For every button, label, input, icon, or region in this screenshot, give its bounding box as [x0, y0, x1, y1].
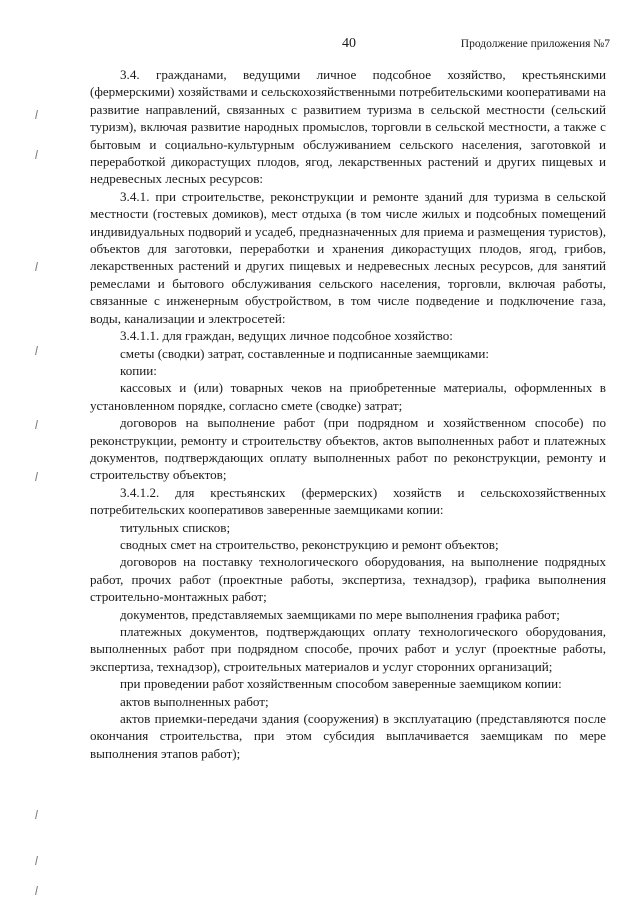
paragraph-work-acts: актов выполненных работ;: [120, 693, 269, 709]
page-number: 40: [342, 36, 356, 51]
scan-margin-mark: [35, 110, 40, 119]
paragraph-estimates: сметы (сводки) затрат, составленные и подписанные заемщиками:: [120, 345, 489, 361]
paragraph-3-4-1-2: 3.4.1.2. для крестьянских (фермерских) хозяйств и сельскохозяйственных потребительских кооперативов заверенные заемщиками копии:: [90, 484, 606, 518]
document-body: [90, 66, 606, 762]
scan-margin-mark: [35, 856, 40, 865]
scan-margin-mark: [35, 346, 40, 355]
scan-margin-mark: [35, 262, 40, 271]
paragraph-3-4-1: 3.4.1. при строительстве, реконструкции и ремонте зданий для туризма в сельской местности (гостевых домиков), мест отдыха (в том числе жилых и подсобных помещений индивидуальных подворий и усадеб, предназначенных для приема и размещения туристов), объектов для заготовки, переработки и хранения дикорастущих плодов, ягод, грибов, лекарственных растений и других пищевых и недревесных лесных ресурсов, для занятий ремеслами и бытового обслуживания сельского населения, торговли, включая работы, связанные с инженерным обустройством, в том числе подведение и подключение газа, воды, канализации и электросетей:: [90, 188, 606, 326]
paragraph-economic-method: при проведении работ хозяйственным способом заверенные заемщиком копии:: [120, 676, 562, 692]
paragraph-schedule-documents: документов, представляемых заемщиками по мере выполнения графика работ;: [120, 606, 560, 622]
paragraph-title-lists: титульных списков;: [120, 519, 231, 535]
paragraph-receipts: кассовых и (или) товарных чеков на приобретенные материалы, оформленных в установленном порядке, согласно смете (сводке) затрат;: [90, 380, 606, 413]
paragraph-3-4: 3.4. гражданами, ведущими личное подсобное хозяйство, крестьянскими (фермерскими) хозяйствами и сельскохозяйственными потребительскими кооперативами на развитие направлений, связанных с развитием туризма в сельской местности (сельский туризм), включая развитие народных промыслов, торговли в сельской местности, а также с бытовым и социально-культурным обслуживанием сельского населения, заготовкой и переработкой дикорастущих плодов, ягод, лекарственных растений и других пищевых и недревесных лесных ресурсов:: [90, 67, 606, 187]
scan-margin-mark: [35, 886, 40, 895]
paragraph-contracts: договоров на выполнение работ (при подрядном и хозяйственном способе) по реконструкции, ремонту и строительству объектов, актов выполненных работ и платежных документов, подтверждающих оплату выполненных работ по реконструкции, ремонту и строительству объектов;: [90, 415, 606, 483]
scan-margin-mark: [35, 420, 40, 429]
paragraph-copies: копии:: [120, 362, 157, 378]
paragraph-supply-contracts: договоров на поставку технологического оборудования, на выполнение подрядных работ, прочих работ (проектные работы, экспертиза, технадзор), графика выполнения строительно-монтажных работ;: [90, 554, 606, 605]
paragraph-3-4-1-1: 3.4.1.1. для граждан, ведущих личное подсобное хозяйство:: [120, 328, 453, 344]
scan-margin-mark: [35, 810, 40, 819]
paragraph-acceptance-acts: актов приемки-передачи здания (сооружения) в эксплуатацию (представляются после окончания строительства, при этом субсидия выплачивается заемщикам по мере выполнения этапов работ);: [90, 711, 606, 761]
scan-margin-mark: [35, 472, 40, 481]
paragraph-summary-estimates: сводных смет на строительство, реконструкцию и ремонт объектов;: [120, 536, 499, 552]
paragraph-payment-documents: платежных документов, подтверждающих оплату технологического оборудования, выполненных работ при подрядном способе, прочих работ и услуг (проектные работы, экспертиза, технадзор), строительных материалов и услуг сторонних организаций;: [90, 624, 606, 674]
scan-margin-mark: [35, 150, 40, 159]
running-header: Продолжение приложения №7: [460, 38, 610, 50]
